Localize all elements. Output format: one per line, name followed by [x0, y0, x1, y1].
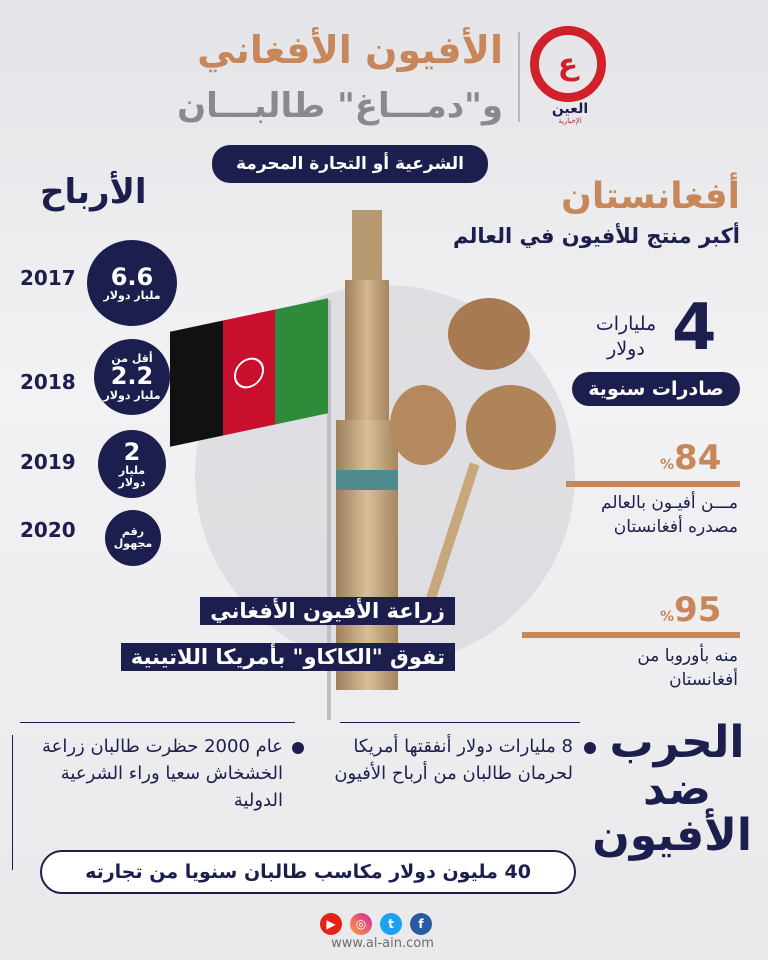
website-url[interactable]: www.al-ain.com [331, 936, 434, 951]
page-subtitle: و"دمـــاغ" طالبـــان [177, 86, 503, 126]
profit-prefix: أقل من [111, 351, 153, 365]
stat-value: 95 [674, 590, 722, 630]
social-icons [320, 913, 432, 935]
afghanistan-heading: أفغانستان [561, 176, 740, 217]
logo-name: العين [551, 101, 589, 117]
logo-sub: الإخبارية [558, 117, 582, 125]
stat-value: 84 [674, 438, 722, 478]
bullet-dot [584, 742, 596, 754]
connector-line [12, 735, 13, 870]
tagline-pill: الشرعية أو التجارة المحرمة [212, 145, 488, 183]
logo-glyph: ع [557, 46, 579, 82]
divider-line [20, 722, 295, 723]
page-title: الأفيون الأفغاني [197, 28, 503, 72]
divider-line [340, 722, 580, 723]
bullet-8-billion: 8 مليارات دولار أنفقتها أمريكا لحرمان طالبان من أرباح الأفيون [334, 736, 573, 784]
afghanistan-subheading: أكبر منتج للأفيون في العالم [453, 224, 740, 248]
youtube-icon[interactable]: ▶ [320, 913, 342, 935]
poppy-pod-image [448, 298, 530, 370]
profits-heading: الأرباح [40, 172, 147, 212]
bullet-2000-ban: عام 2000 حظرت طالبان زراعة الخشخاش سعيا وراء الشرعية الدولية [41, 736, 283, 811]
taliban-earnings-pill: 40 مليون دولار مكاسب طالبان سنويا من تجارته [40, 850, 576, 894]
stat-95-bar [522, 632, 740, 638]
stat-84-text: مـــن أفيـون بالعالم مصدره أفغانستان [601, 493, 738, 537]
poppy-pod-image [466, 385, 556, 470]
poppy-pod-image [390, 385, 456, 465]
percent-sign: % [660, 457, 675, 473]
profit-unit: مليار دولار [103, 288, 161, 302]
exports-label-pill: صادرات سنوية [572, 372, 740, 406]
profit-circle-2017 [87, 240, 177, 326]
year-2020: 2020 [20, 518, 76, 542]
stat-84-bar [566, 481, 740, 487]
year-2019: 2019 [20, 450, 76, 474]
minaret-band [336, 470, 398, 490]
facebook-icon[interactable]: f [410, 913, 432, 935]
profit-circle-2018 [94, 339, 170, 415]
minaret-image [345, 280, 389, 420]
exports-value: 4 [672, 291, 717, 365]
logo [530, 26, 606, 102]
percent-sign: % [660, 609, 675, 625]
bullet-dot [292, 742, 304, 754]
banner-line-2: تفوق "الكاكاو" بأمريكا اللاتينية [121, 643, 455, 671]
minaret-top [352, 210, 382, 280]
war-heading: الحرب ضد الأفيون [592, 717, 752, 862]
stat-84-value [660, 438, 721, 478]
profit-unit: مليار دولار [118, 464, 146, 489]
profit-value: 2.2 [110, 362, 154, 391]
profit-circle-2019 [98, 430, 166, 498]
instagram-icon[interactable]: ◎ [350, 913, 372, 935]
stat-95-value [660, 590, 721, 630]
profit-unit: رقم مجهول [113, 525, 153, 550]
profit-value: 6.6 [110, 262, 154, 291]
profit-circle-2020 [105, 510, 161, 566]
divider [518, 32, 520, 122]
twitter-icon[interactable]: t [380, 913, 402, 935]
year-2018: 2018 [20, 370, 76, 394]
profit-unit: مليار دولار [103, 388, 161, 402]
exports-unit: مليارات دولار [595, 313, 657, 360]
stat-95-text: منه بأوروبا من أفغانستان [637, 646, 738, 690]
banner-line-1: زراعة الأفيون الأفغاني [200, 597, 455, 625]
profit-value: 2 [123, 437, 141, 466]
year-2017: 2017 [20, 266, 76, 290]
